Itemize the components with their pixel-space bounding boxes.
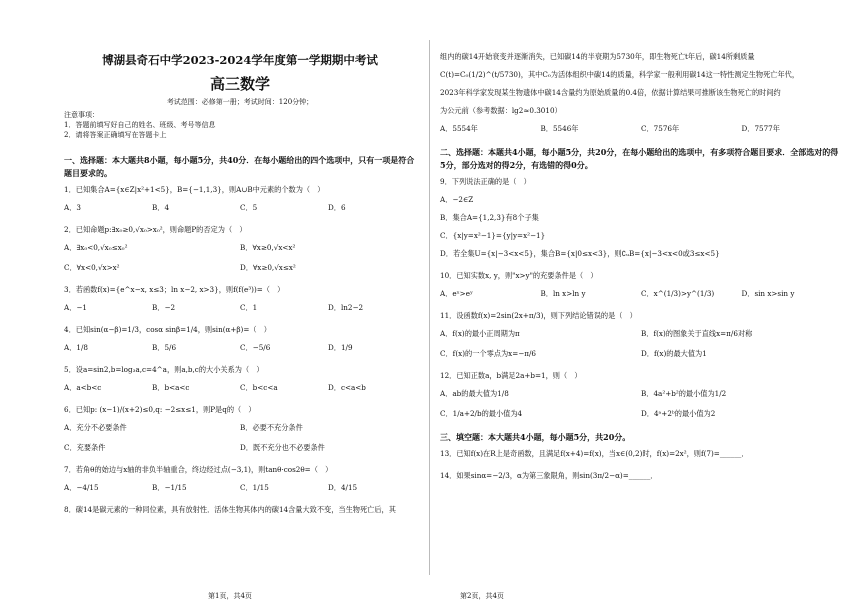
section-3-heading: 三、填空题：本大题共4小题，每小题5分，共20分。 xyxy=(440,432,631,442)
q12-option-c: C．1/a+2/b的最小值为4 xyxy=(440,409,523,418)
question-2 xyxy=(64,225,416,273)
q2-option-d: D．∀x≥0,√x≤x² xyxy=(240,263,296,272)
q5-option-b: B．b<a<c xyxy=(152,383,190,392)
page-2-footer: 第2页，共4页 xyxy=(460,592,504,600)
question-4-stem: 4．已知sin(α−β)=1/3，cosα sinβ=1/4，则sin(α+β)=（ ） xyxy=(64,325,271,334)
q4-option-d: D．1/9 xyxy=(328,343,353,352)
q7-option-d: D．4/15 xyxy=(328,483,358,492)
q9-option-a: A．−2∈Z xyxy=(440,195,474,204)
question-13: 13．已知f(x)在R上是奇函数，且满足f(x+4)=f(x)，当x∈(0,2)时，f(x)=2x²，则f(7)=______． xyxy=(440,449,749,458)
question-2-stem: 2．已知命题p:∃x₀≥0,√x₀>x₀²，则命题P的否定为（ ） xyxy=(64,225,247,234)
q11-option-b: B．f(x)的图象关于直线x=π/6对称 xyxy=(641,329,753,338)
q1-option-d: D．6 xyxy=(328,203,346,212)
q8-line-a: 组内的碳14开始衰变并逐渐消失，已知碳14的半衰期为5730年，即生物死亡t年后，碳14所剩质量 xyxy=(440,52,755,61)
q1-option-c: C．5 xyxy=(240,203,258,212)
q2-option-a: A．∃x₀<0,√x₀≤x₀² xyxy=(64,243,128,252)
notes-title: 注意事项： xyxy=(64,111,99,119)
q8-line-b: C(t)=C₀(1/2)^(t/5730)，其中C₀为活体组织中碳14的质量，科学家一般利用碳14这一特性测定生物死亡年代， xyxy=(440,70,800,79)
question-4 xyxy=(64,325,416,353)
q2-option-b: B．∀x≥0,√x<x² xyxy=(240,243,296,252)
q9-option-c: C．{x|y=x²−1}={y|y=x²−1} xyxy=(440,231,546,240)
q5-option-d: D．c<a<b xyxy=(328,383,366,392)
q11-option-d: D．f(x)的最大值为1 xyxy=(641,349,707,358)
q8-option-c: C．7576年 xyxy=(641,124,680,133)
question-6-stem: 6．已知p: (x−1)/(x+2)≤0,q: −2≤x≤1，则P是q的（ ） xyxy=(64,405,256,414)
question-1-stem: 1．已知集合A={x∈Z|x²+1<5}，B={−1,1,3}，则A∪B中元素的个数为（ ） xyxy=(64,185,325,194)
question-10-stem: 10．已知实数x, y，则"x>y"的充要条件是（ ） xyxy=(440,271,598,280)
question-1 xyxy=(64,185,416,213)
q7-option-c: C．1/15 xyxy=(240,483,269,492)
q10-option-c: C．x^(1/3)>y^(1/3) xyxy=(641,289,715,298)
question-7 xyxy=(64,465,416,493)
q5-option-c: C．b<c<a xyxy=(240,383,278,392)
section-1-heading: 一、选择题：本大题共8小题，每小题5分，共40分．在每小题给出的四个选项中，只有一项是符合题目要求的。 xyxy=(64,155,415,178)
q6-option-b: B．必要不充分条件 xyxy=(240,423,303,432)
question-5 xyxy=(64,365,416,393)
q5-option-a: A．a<b<c xyxy=(64,383,102,392)
q3-option-b: B．−2 xyxy=(152,303,176,312)
question-7-stem: 7．若角θ的始边与x轴的非负半轴重合，终边经过点(−3,1)，则tanθ·cos2θ=（ ） xyxy=(64,465,333,474)
question-6 xyxy=(64,405,416,453)
q8-option-d: D．7577年 xyxy=(741,124,780,133)
note-1: 1．答题前填写好自己的姓名、班级、考号等信息 xyxy=(64,121,216,129)
q12-option-d: D．4ᵃ+2ᵇ的最小值为2 xyxy=(641,409,716,418)
q4-option-b: B．5/6 xyxy=(152,343,177,352)
page-1-footer: 第1页，共4页 xyxy=(208,592,252,600)
q8-option-b: B．5546年 xyxy=(540,124,579,133)
question-11-stem: 11．设函数f(x)=2sin(2x+π/3)，则下列结论错误的是（ ） xyxy=(440,311,637,320)
q10-option-b: B．ln x>ln y xyxy=(540,289,586,298)
q12-option-a: A．ab的最大值为1/8 xyxy=(440,389,509,398)
q8-option-a: A．5554年 xyxy=(440,124,478,133)
exam-title: 博湖县奇石中学2023-2024学年度第一学期期中考试 xyxy=(102,53,378,67)
exam-meta: 考试范围：必修第一册；考试时间：120分钟； xyxy=(166,98,314,106)
section-2-heading: 二、选择题：本题共4小题，每小题5分，共20分，在每小题给出的选项中，有多项符合题目要求．全部选对的得5分，部分选对的得2分，有选错的得0分。 xyxy=(440,147,839,170)
question-9-stem: 9．下列说法正确的是（ ） xyxy=(440,177,531,186)
q7-option-b: B．−1/15 xyxy=(152,483,187,492)
q6-option-a: A．充分不必要条件 xyxy=(64,423,127,432)
question-9 xyxy=(440,177,842,259)
q9-option-d: D．若全集U={x|−3<x<5}，集合B={x|0≤x<3}，则∁ᵤB={x|−3<x<0或3≤x<5} xyxy=(440,249,720,258)
q3-option-d: D．ln2−2 xyxy=(328,303,364,312)
page-2 xyxy=(430,0,860,608)
question-5-stem: 5．设a=sin2,b=log₃a,c=4^a，则a,b,c的大小关系为（ ） xyxy=(64,365,264,374)
q10-option-a: A．eˣ>eʸ xyxy=(440,289,473,298)
q3-option-a: A．−1 xyxy=(64,303,87,312)
question-8: 8．碳14是碳元素的一种同位素，具有放射性．活体生物其体内的碳14含量大致不变，当生物死亡后，其 xyxy=(64,505,396,514)
q1-option-b: B．4 xyxy=(152,203,170,212)
q8-line-d: 为公元前（参考数据：lg2≈0.3010） xyxy=(440,106,562,115)
q7-option-a: A．−4/15 xyxy=(64,483,99,492)
q12-option-b: B．4a²+b²的最小值为1/2 xyxy=(641,389,727,398)
question-3-stem: 3．若函数f(x)={e^x−x, x≤3；ln x−2, x>3}，则f(f(e³))=（ ） xyxy=(64,285,285,294)
q4-option-c: C．−5/6 xyxy=(240,343,271,352)
notes xyxy=(64,110,416,140)
q2-option-c: C．∀x<0,√x>x² xyxy=(64,263,120,272)
question-14: 14．如果sinα=−2/3，α为第三象限角，则sin(3π/2−α)=______． xyxy=(440,471,658,480)
question-11 xyxy=(440,311,842,359)
question-3 xyxy=(64,285,416,313)
question-12 xyxy=(440,371,842,419)
q3-option-c: C．1 xyxy=(240,303,258,312)
question-10 xyxy=(440,271,842,299)
q9-option-b: B．集合A={1,2,3}有8个子集 xyxy=(440,213,539,222)
q11-option-c: C．f(x)的一个零点为x=−π/6 xyxy=(440,349,536,358)
question-12-stem: 12．已知正数a，b满足2a+b=1，则（ ） xyxy=(440,371,582,380)
q10-option-d: D．sin x>sin y xyxy=(741,289,795,298)
q6-option-d: D．既不充分也不必要条件 xyxy=(240,443,325,452)
q11-option-a: A．f(x)的最小正周期为π xyxy=(440,329,520,338)
note-2: 2．请将答案正确填写在答题卡上 xyxy=(64,131,167,139)
q1-option-a: A．3 xyxy=(64,203,81,212)
q4-option-a: A．1/8 xyxy=(64,343,88,352)
q8-line-c: 2023年科学家发现某生物遗体中碳14含量约为原始质量的0.4倍，依据计算结果可推断该生物死亡的时间约 xyxy=(440,88,781,97)
question-8-continued xyxy=(440,52,842,134)
exam-subject: 高三数学 xyxy=(209,75,270,93)
q6-option-c: C．充要条件 xyxy=(64,443,106,452)
